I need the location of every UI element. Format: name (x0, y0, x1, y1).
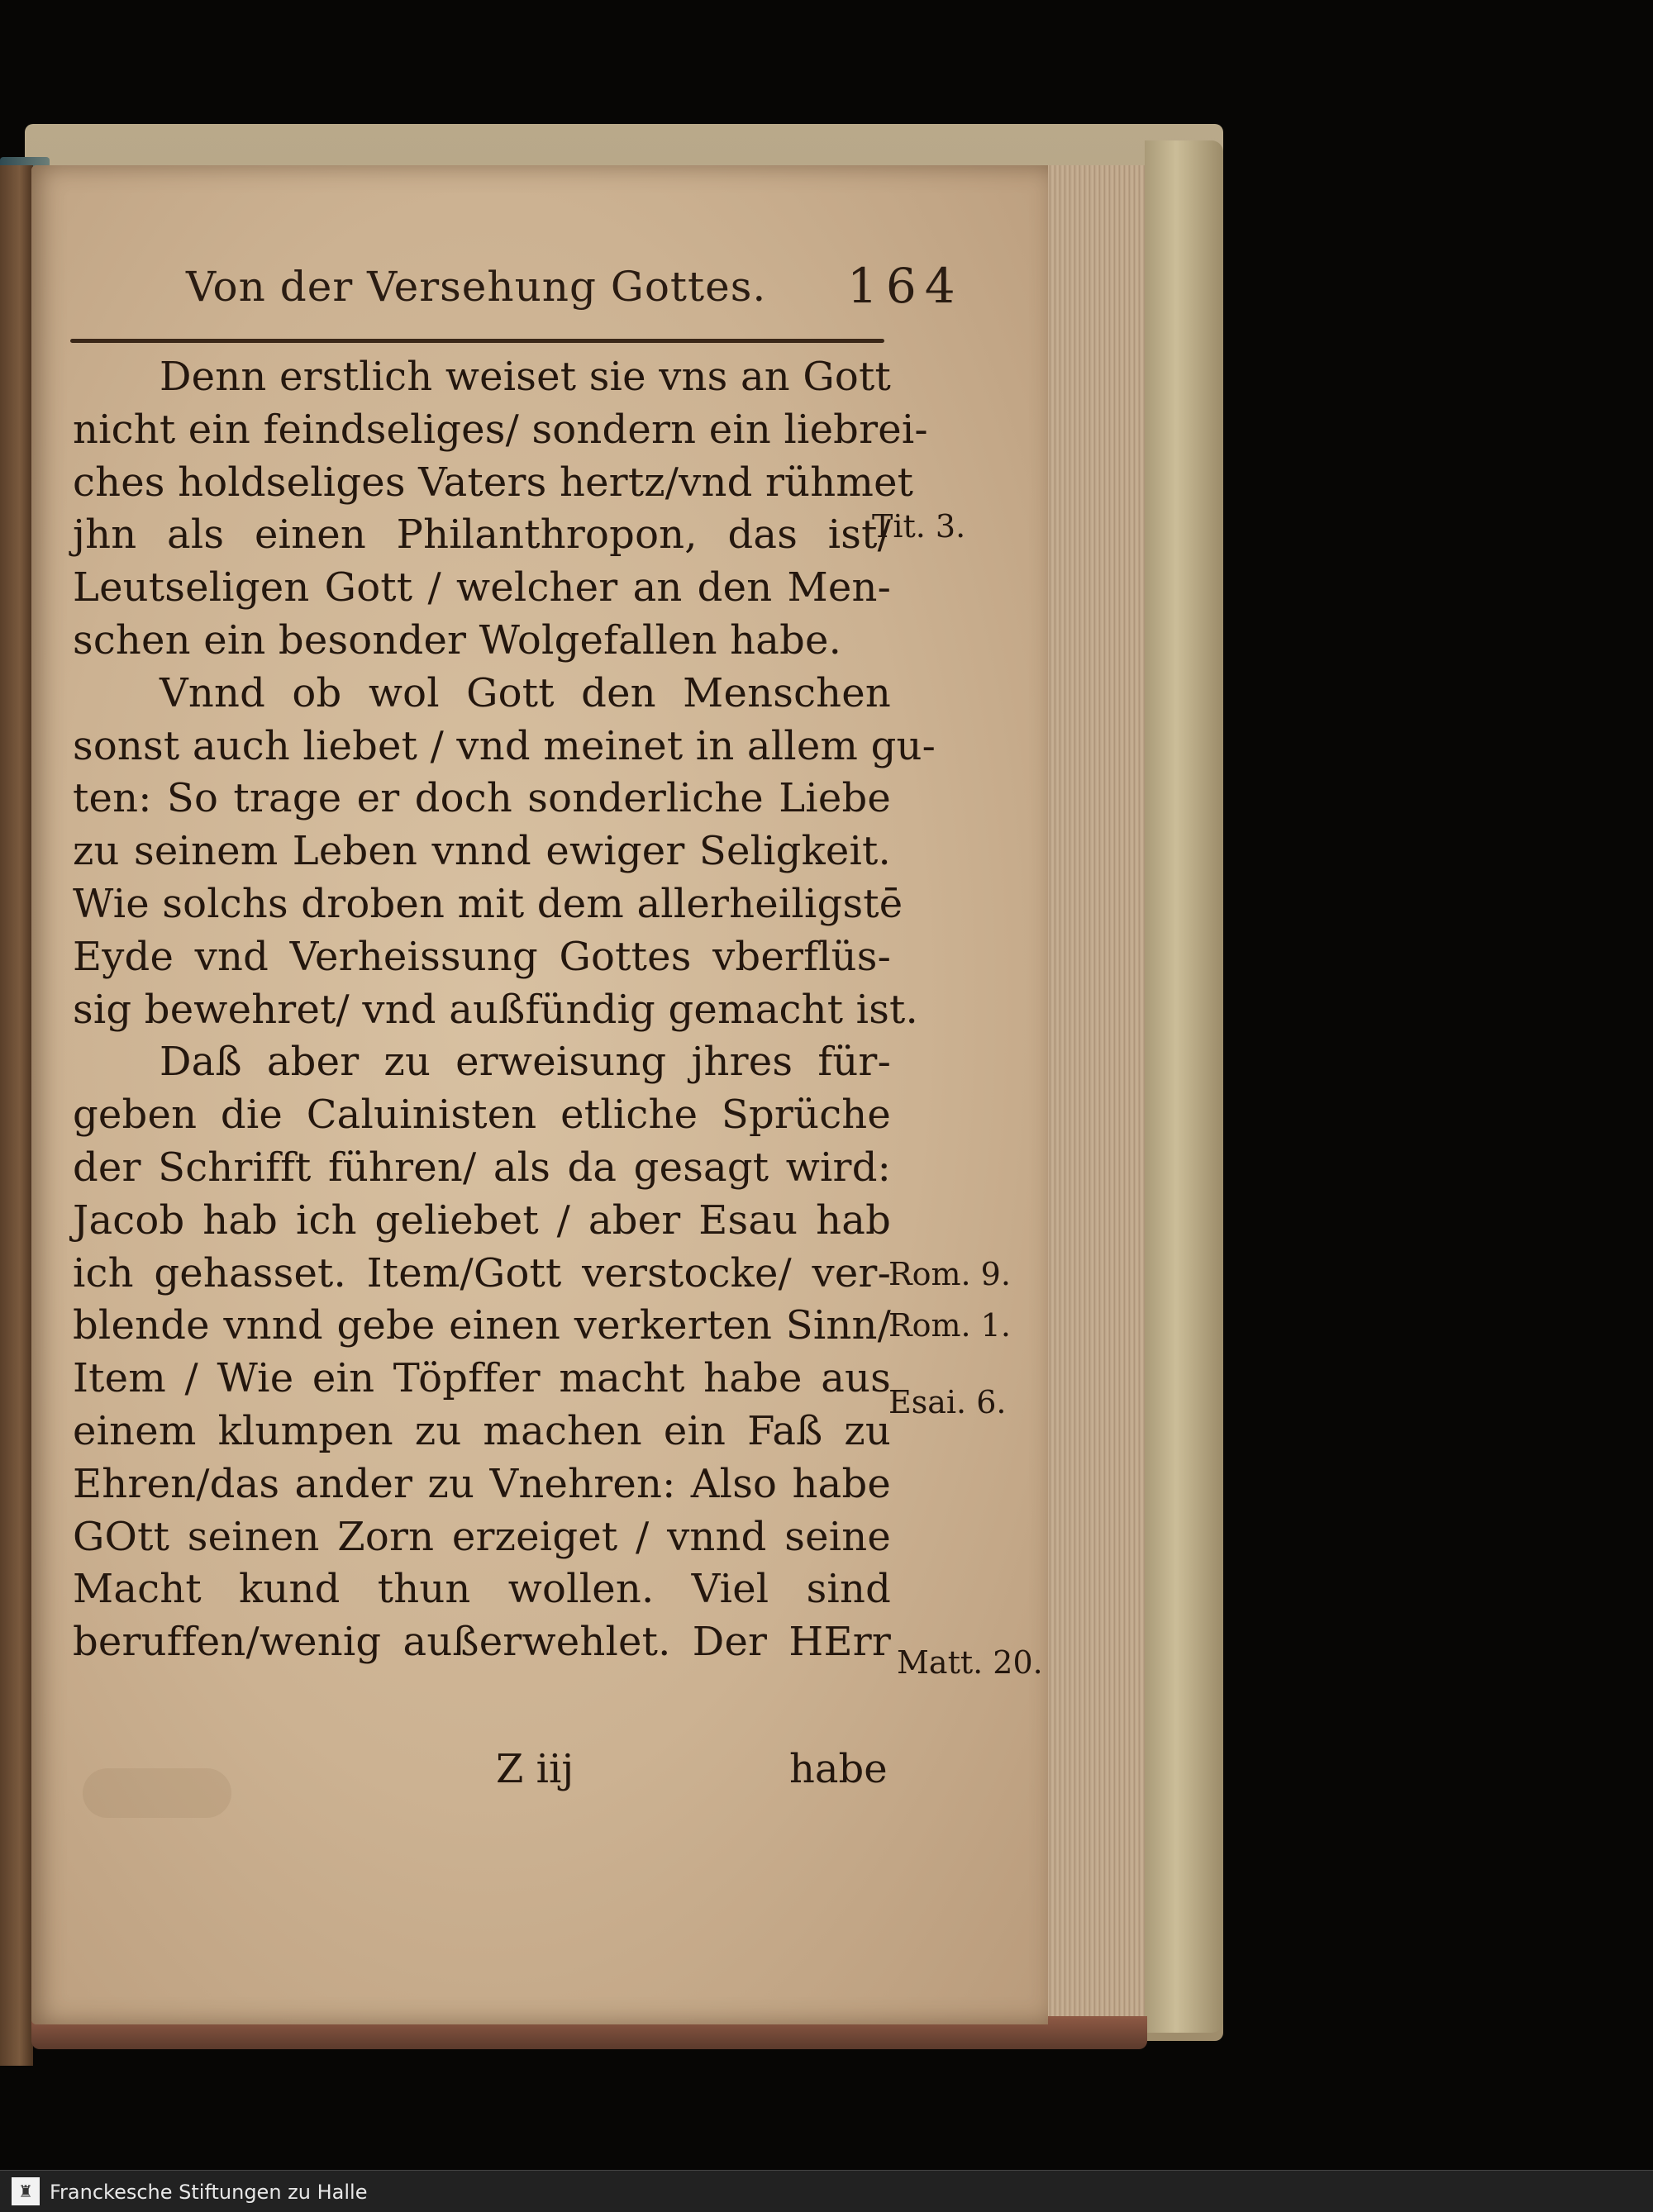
text-line: Vnnd ob wol Gott den Menschen (160, 669, 891, 716)
institution-logo-icon (12, 2177, 40, 2205)
header-rule (70, 339, 884, 343)
text-line: beruffen/wenig außerwehlet. Der HErr (73, 1619, 891, 1666)
text-line: Wie solchs droben mit dem allerheiligstē (73, 880, 903, 927)
text-line: geben die Caluinisten etliche Sprüche (73, 1092, 891, 1139)
margin-note-esai: Esai. 6. (888, 1384, 1007, 1420)
margin-note-rom1: Rom. 1. (888, 1307, 1011, 1344)
text-line: ches holdseliges Vaters hertz/vnd rühmet (73, 459, 914, 506)
text-line: Ehren/das ander zu Vnehren: Also habe (73, 1460, 891, 1507)
footer-credit: Franckesche Stiftungen zu Halle (50, 2181, 368, 2204)
text-line: der Schrifft führen/ als da gesagt wird: (73, 1144, 891, 1191)
text-line: jhn als einen Philanthropon, das ist/ (73, 511, 891, 559)
page-block-edge (1033, 165, 1151, 2016)
margin-note-tit: Tit. 3. (872, 508, 966, 545)
signature-mark: Z iij (496, 1746, 574, 1792)
paper-stain (83, 1768, 231, 1818)
text-line: ten: So trage er doch sonderliche Liebe (73, 775, 891, 822)
text-line: Macht kund thun wollen. Viel sind (73, 1566, 891, 1613)
text-line: einem klumpen zu machen ein Faß zu (73, 1407, 891, 1454)
text-line: zu seinem Leben vnnd ewiger Seligkeit. (73, 828, 891, 875)
logo-glyph: ♜ (18, 2181, 33, 2201)
text-line: Item / Wie ein Töpffer macht habe aus (73, 1355, 891, 1402)
text-line: sonst auch liebet / vnd meinet in allem gu- (73, 722, 936, 769)
text-line: schen ein besonder Wolgefallen habe. (73, 616, 842, 664)
text-line: ich gehasset. Item/Gott verstocke/ ver- (73, 1249, 891, 1296)
previous-page-edge (0, 165, 33, 2066)
running-head: Von der Versehung Gottes. (186, 263, 767, 311)
margin-note-matt: Matt. 20. (897, 1644, 1043, 1681)
cover-board-edge (1145, 140, 1223, 2033)
margin-note-rom9: Rom. 9. (888, 1256, 1011, 1292)
footer-bar (0, 2170, 1653, 2212)
text-line: Jacob hab ich geliebet / aber Esau hab (73, 1196, 891, 1244)
text-line: GOtt seinen Zorn erzeiget / vnnd seine (73, 1513, 891, 1560)
text-line: Daß aber zu erweisung jhres für- (160, 1039, 891, 1086)
text-line: nicht ein feindseliges/ sondern ein liebrei- (73, 406, 928, 453)
page-number: 164 (847, 258, 964, 314)
text-line: Denn erstlich weiset sie vns an Gott (160, 354, 891, 400)
text-line: Leutseligen Gott / welcher an den Men- (73, 564, 891, 611)
catchword: habe (789, 1746, 888, 1792)
text-line: blende vnnd gebe einen verkerten Sinn/ (73, 1302, 891, 1349)
text-line: Eyde vnd Verheissung Gottes vberflüs- (73, 933, 891, 980)
text-line: sig bewehret/ vnd außfündig gemacht ist. (73, 986, 918, 1033)
